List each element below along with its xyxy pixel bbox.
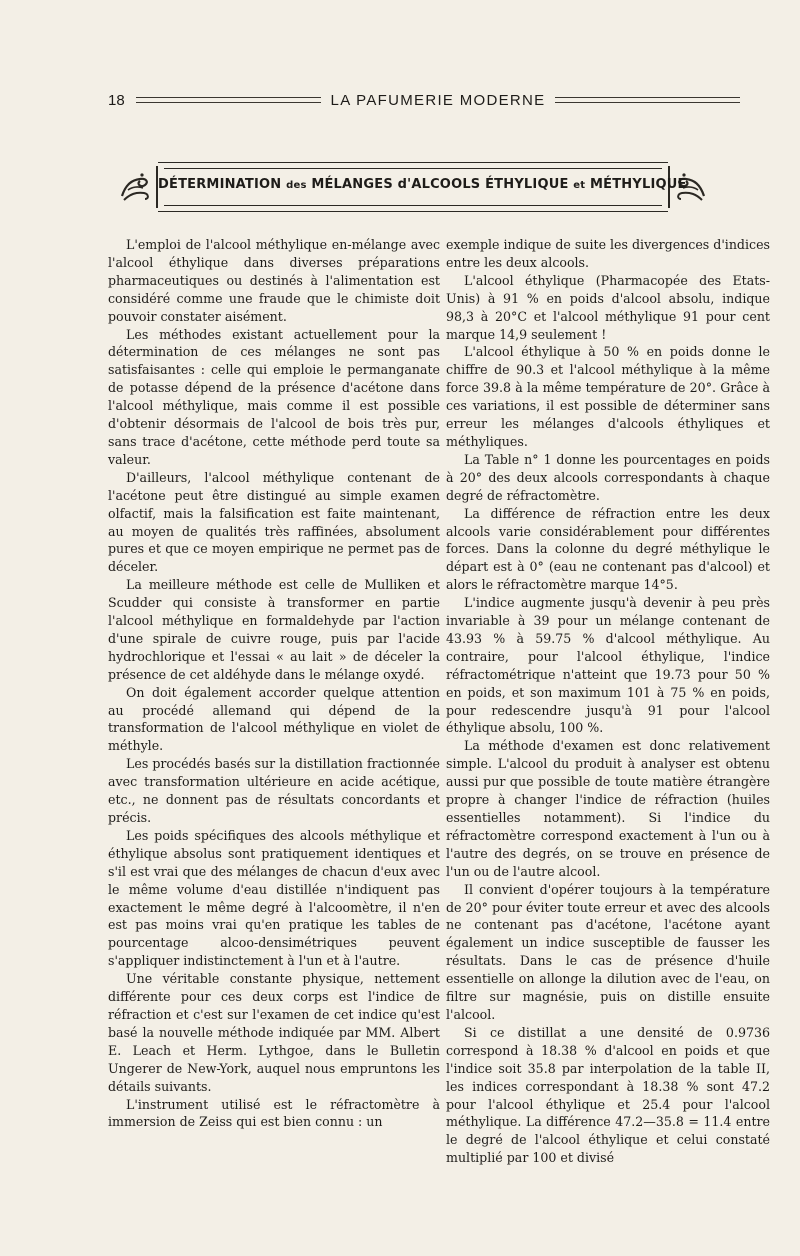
paragraph: D'ailleurs, l'alcool méthylique contenant de l'acétone peut être distingué au simple examen olfactif, mais la falsification est faite maintenant, au moyen de qualités très raffinées, absolument pures et que ce moyen empirique ne permet pas de déceler.	[108, 469, 440, 575]
title-part: DÉTERMINATION	[158, 177, 282, 192]
title-frame	[158, 162, 687, 212]
paragraph: La meilleure méthode est celle de Mulliken et Scudder qui consiste à transformer en partie l'alcool méthylique en formaldehyde par l'action d'une spirale de cuivre rouge, puis par l'acide hydrochlorique et l'essai « au lait » de déceler la présence de cet aldéhyde dans le mélange oxydé.	[108, 577, 440, 682]
header-rule-left	[136, 97, 321, 103]
journal-title: LA PAFUMERIE MODERNE	[330, 91, 546, 109]
paragraph: Les procédés basés sur la distillation fractionnée avec transformation ultérieure en acide acétique, etc., ne donnent pas de résultats concordants et précis.	[108, 756, 440, 825]
paragraph: La méthode d'examen est donc relativement simple. L'alcool du produit à analyser est obtenu aussi pur que possible de toute matière étrangère propre à changer l'indice de réfraction (huiles essentielles notamment). Si l'indice du réfractomètre correspond exactement à l'un ou à l'autre des degrés, on se trouve en présence de l'un ou de l'autre alcool.	[446, 738, 770, 879]
paragraph: La différence de réfraction entre les deux alcools varie considérablement pour différentes forces. Dans la colonne du degré méthylique le départ est à 0° (eau ne contenant pas d'alcool) et alors le réfractomètre marque 14°5.	[446, 505, 770, 593]
title-part: des	[286, 180, 307, 191]
paragraph: L'instrument utilisé est le réfractomètre à immersion de Zeiss qui est bien connu : un	[108, 1096, 440, 1130]
paragraph: L'indice augmente jusqu'à devenir à peu près invariable à 39 pour un mélange contenant de 43.93 % à 59.75 % d'alcool méthylique. Au contraire, pour l'alcool éthylique, l'indice réfractométrique n'atteint que 19.73 pour 50 % en poids, et son maximum 101 à 75 % en poids, pour redescendre jusqu'à 91 pour l'alcool éthylique absolu, 100 %.	[446, 595, 770, 736]
running-header	[108, 91, 740, 109]
header-rule-right	[555, 97, 740, 103]
paragraph: exemple indique de suite les divergences d'indices entre les deux alcools.	[446, 237, 770, 270]
article-title	[158, 177, 687, 192]
paragraph: Il convient d'opérer toujours à la température de 20° pour éviter toute erreur et avec des alcools ne contenant pas d'acétone, l'acétone ayant également un indice susceptible de fausser les résultats. Dans le cas de présence d'huile essentielle on allonge la dilution avec de l'eau, on filtre sur magnésie, puis on distille ensuite l'alcool.	[446, 881, 770, 1022]
title-part: MÉLANGES	[311, 177, 393, 192]
title-part: et	[573, 180, 586, 191]
title-part: d'ALCOOLS ÉTHYLIQUE	[397, 177, 569, 192]
title-banner	[118, 160, 708, 214]
paragraph: Si ce distillat a une densité de 0.9736 correspond à 18.38 % d'alcool en poids et que l'indice soit 35.8 par interpolation de la table II, les indices correspondant à 18.38 % sont 47.2 pour l'alcool éthylique et 25.4 pour l'alcool méthylique. La différence 47.2—35.8 = 11.4 entre le degré de l'alcool éthylique et celui constaté multiplié par 100 et divisé	[446, 1024, 770, 1166]
paragraph: L'alcool éthylique (Pharmacopée des Etats-Unis) à 91 % en poids d'alcool absolu, indique 98,3 à 20°C et l'alcool méthylique 91 pour cent marque 14,9 seulement !	[446, 272, 770, 342]
page-number: 18	[108, 91, 125, 109]
right-column	[446, 236, 770, 1167]
title-part: MÉTHYLIQUE	[589, 177, 687, 192]
paragraph: L'alcool éthylique à 50 % en poids donne le chiffre de 90.3 et l'alcool méthylique à la même force 39.8 à la même température de 20°. Grâce à ces variations, il est possible de déterminer sans erreur les mélanges d'alcools éthyliques et méthyliques.	[446, 344, 770, 449]
paragraph: L'emploi de l'alcool méthylique en-mélange avec l'alcool éthylique dans diverses préparations pharmaceutiques ou destinés à l'alimentation est considéré comme une fraude que le chimiste doit pouvoir constater aisément.	[108, 237, 440, 324]
paragraph: La Table n° 1 donne les pourcentages en poids à 20° des deux alcools correspondants à chaque degré de réfractomètre.	[446, 451, 770, 503]
paragraph: Les poids spécifiques des alcools méthylique et éthylique absolus sont pratiquement identiques et s'il est vrai que des mélanges de chacun d'eux avec le même volume d'eau distillée n'indiquent pas exactement le même degré à l'alcoomètre, il n'en est pas moins vrai qu'en pratique les tables de pourcentage alcoo-densimétriques peuvent s'appliquer indistinctement à l'un et à l'autre.	[108, 827, 440, 969]
paragraph: On doit également accorder quelque attention au procédé allemand qui dépend de la transformation de l'alcool méthylique en violet de méthyle.	[108, 684, 440, 754]
paragraph: Les méthodes existant actuellement pour la détermination de ces mélanges ne sont pas satisfaisantes : celle qui emploie le permanganate de potasse dépend de la présence d'acétone dans l'alcool méthylique, mais comme il est possible d'obtenir désormais de l'alcool de bois très pur, sans trace d'acétone, cette méthode perd toute sa valeur.	[108, 326, 440, 467]
left-column	[108, 236, 440, 1131]
left-ornament-icon	[118, 170, 152, 204]
paragraph: Une véritable constante physique, nettement différente pour ces deux corps est l'indice de réfraction et c'est sur l'examen de cet indice qu'est basé la nouvelle méthode indiquée par MM. Albert E. Leach et Herm. Lythgoe, dans le Bulletin Ungerer de New-York, auquel nous empruntons les détails suivants.	[108, 971, 440, 1094]
